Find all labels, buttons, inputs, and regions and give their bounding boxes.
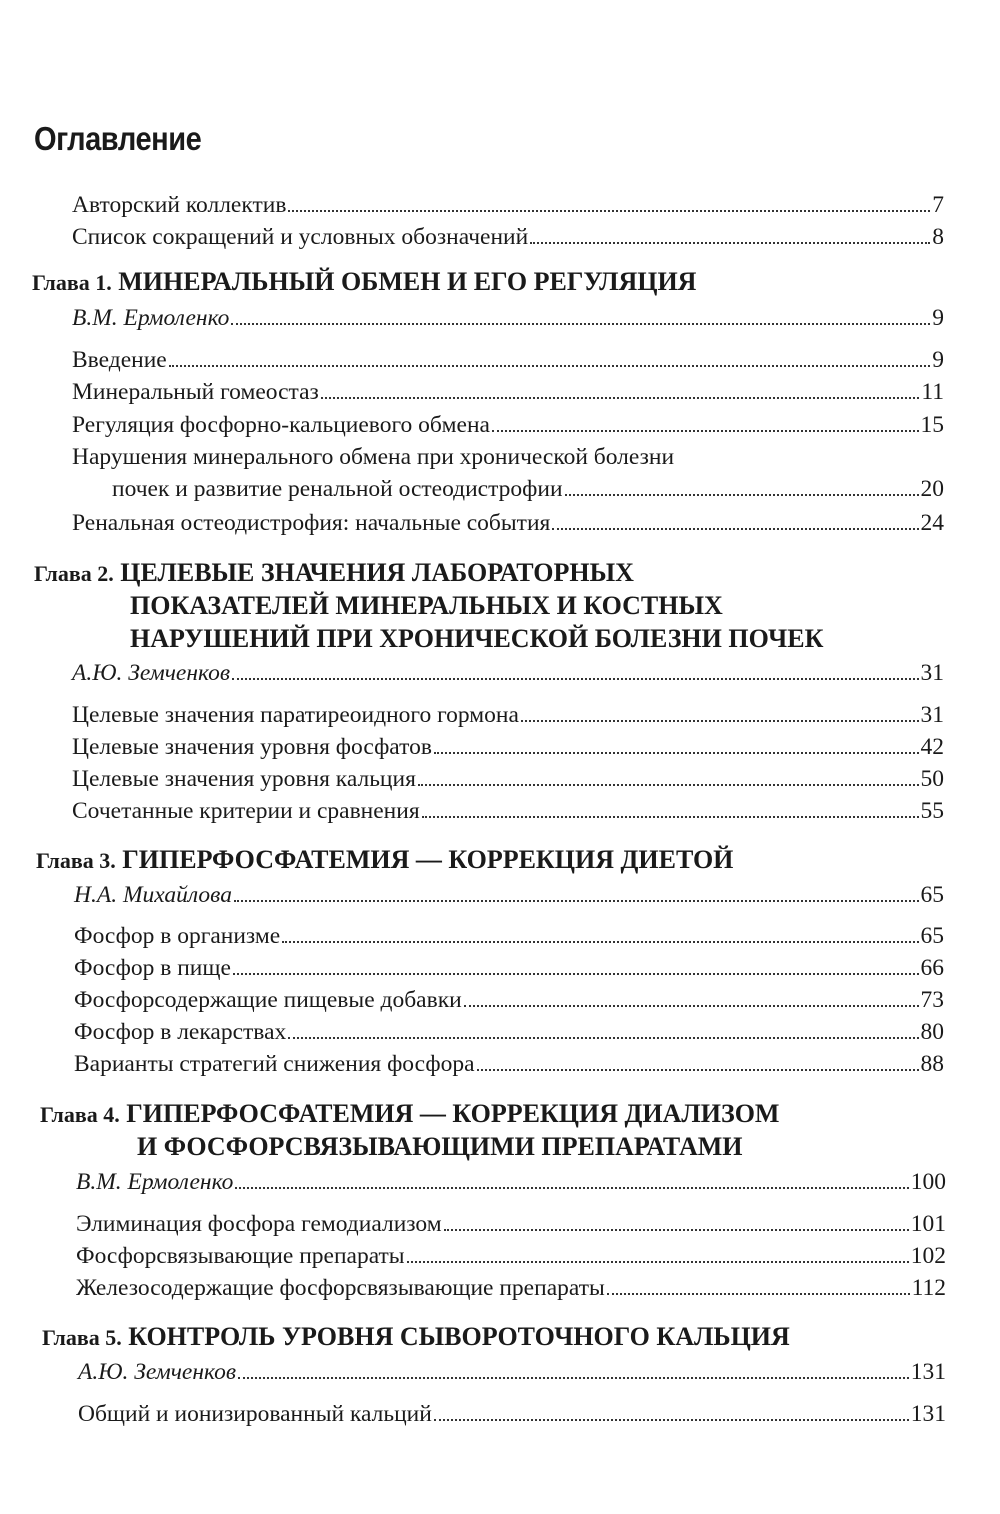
chapter-heading-5[interactable] (42, 1320, 790, 1355)
toc-page-number: 42 (920, 734, 944, 760)
leader-dots (521, 719, 919, 722)
leader-dots (407, 1260, 909, 1263)
toc-page-number: 80 (920, 1019, 944, 1045)
toc-entry-text: Элиминация фосфора гемодиализом (76, 1211, 442, 1237)
toc-entry-text: Сочетанные критерии и сравнения (72, 798, 420, 824)
chapter-title: МИНЕРАЛЬНЫЙ ОБМЕН И ЕГО РЕГУЛЯЦИЯ (118, 267, 697, 296)
chapter-heading-2[interactable] (34, 556, 634, 591)
toc-entry-authors[interactable] (72, 190, 944, 220)
toc-page-number: 31 (920, 660, 944, 686)
leader-dots (234, 899, 919, 902)
toc-entry[interactable] (76, 1209, 946, 1239)
toc-page-number: 9 (932, 347, 944, 373)
toc-page-number: 131 (910, 1359, 946, 1385)
toc-entry-continuation[interactable] (112, 474, 944, 504)
chapter-heading-3[interactable] (36, 843, 733, 878)
toc-entry[interactable] (78, 1399, 946, 1429)
toc-entry[interactable] (72, 764, 944, 794)
toc-entry-first-line[interactable]: Нарушения минерального обмена при хронической болезни (72, 444, 675, 470)
toc-page-number: 66 (920, 955, 944, 981)
toc-page-number: 9 (932, 305, 944, 331)
leader-dots (464, 1004, 919, 1007)
chapter-author[interactable] (72, 658, 944, 688)
toc-entry[interactable] (72, 700, 944, 730)
toc-entry-text: почек и развитие ренальной остеодистрофии (112, 476, 563, 502)
toc-entry-text: Целевые значения уровня кальция (72, 766, 416, 792)
toc-entry[interactable] (74, 1049, 944, 1079)
toc-entry[interactable] (74, 985, 944, 1015)
leader-dots (232, 677, 918, 680)
chapter-heading-1[interactable] (32, 265, 696, 300)
toc-entry[interactable] (74, 953, 944, 983)
toc-entry-text: Фосфор в организме (74, 923, 281, 949)
chapter-title-line: И ФОСФОРСВЯЗЫВАЮЩИМИ ПРЕПАРАТАМИ (137, 1132, 743, 1161)
author-name: В.М. Ермоленко (72, 305, 230, 331)
author-name: В.М. Ермоленко (76, 1169, 234, 1195)
toc-page-number: 100 (910, 1169, 946, 1195)
chapter-title: ЦЕЛЕВЫЕ ЗНАЧЕНИЯ ЛАБОРАТОРНЫХ (120, 558, 634, 587)
toc-page-number: 31 (920, 702, 944, 728)
toc-entry-text: Фосфорсодержащие пищевые добавки (74, 987, 462, 1013)
chapter-author[interactable] (78, 1357, 946, 1387)
chapter-label: Глава 3. (36, 848, 116, 873)
toc-page-number: 11 (921, 379, 944, 405)
chapter-author[interactable] (74, 880, 944, 910)
chapter-label: Глава 5. (42, 1325, 122, 1350)
leader-dots (422, 815, 919, 818)
toc-entry-text: Варианты стратегий снижения фосфора (74, 1051, 475, 1077)
leader-dots (282, 940, 918, 943)
leader-dots (231, 322, 930, 325)
toc-entry[interactable] (72, 732, 944, 762)
leader-dots (288, 209, 930, 212)
toc-entry[interactable] (74, 1017, 944, 1047)
chapter-author[interactable] (76, 1167, 946, 1197)
chapter-title-line: ПОКАЗАТЕЛЕЙ МИНЕРАЛЬНЫХ И КОСТНЫХ (130, 591, 723, 620)
toc-entry[interactable] (72, 796, 944, 826)
toc-page-number: 50 (920, 766, 944, 792)
leader-dots (321, 396, 920, 399)
toc-entry[interactable] (72, 345, 944, 375)
toc-page-number: 20 (920, 476, 944, 502)
leader-dots (434, 1418, 909, 1421)
leader-dots (233, 972, 919, 975)
toc-entry-text: Фосфор в лекарствах (74, 1019, 287, 1045)
toc-page-number: 73 (920, 987, 944, 1013)
page-title: Оглавление (34, 120, 202, 157)
leader-dots (418, 783, 919, 786)
toc-entry-text: Общий и ионизированный кальций (78, 1401, 432, 1427)
toc-entry-text: Список сокращений и условных обозначений (72, 224, 529, 250)
chapter-label: Глава 1. (32, 270, 112, 295)
toc-page-number: 24 (920, 510, 944, 536)
chapter-title: ГИПЕРФОСФАТЕМИЯ — КОРРЕКЦИЯ ДИЕТОЙ (122, 845, 734, 874)
leader-dots (288, 1036, 918, 1039)
toc-entry-text: Ренальная остеодистрофия: начальные события (72, 510, 551, 536)
toc-entry-text: Целевые значения паратиреоидного гормона (72, 702, 519, 728)
toc-entry[interactable] (76, 1273, 946, 1303)
chapter-title: КОНТРОЛЬ УРОВНЯ СЫВОРОТОЧНОГО КАЛЬЦИЯ (128, 1322, 790, 1351)
leader-dots (477, 1068, 919, 1071)
leader-dots (552, 527, 918, 530)
author-name: Н.А. Михайлова (74, 882, 232, 908)
toc-page-number: 55 (920, 798, 944, 824)
toc-entry[interactable] (72, 508, 944, 538)
toc-entry-abbreviations[interactable] (72, 222, 944, 252)
toc-page-number: 101 (910, 1211, 946, 1237)
toc-page-number: 131 (910, 1401, 946, 1427)
toc-entry[interactable] (72, 377, 944, 407)
leader-dots (530, 241, 930, 244)
toc-entry-text: Железосодержащие фосфорсвязывающие препараты (76, 1275, 605, 1301)
chapter-author[interactable] (72, 303, 944, 333)
toc-page-number: 65 (920, 882, 944, 908)
leader-dots (607, 1292, 910, 1295)
toc-entry-text: Фосфор в пище (74, 955, 231, 981)
chapter-heading-4[interactable] (40, 1097, 779, 1132)
toc-entry-text: Регуляция фосфорно-кальциевого обмена (72, 412, 490, 438)
chapter-label: Глава 4. (40, 1102, 120, 1127)
leader-dots (238, 1376, 909, 1379)
toc-page-number: 88 (920, 1051, 944, 1077)
toc-entry-text: Авторский коллектив (72, 192, 287, 218)
toc-entry-text: Введение (72, 347, 167, 373)
toc-entry-text: Минеральный гомеостаз (72, 379, 319, 405)
toc-page-number: 7 (932, 192, 944, 218)
toc-page-number: 102 (910, 1243, 946, 1269)
author-name: А.Ю. Земченков (78, 1359, 237, 1385)
toc-page-number: 8 (932, 224, 944, 250)
chapter-title: ГИПЕРФОСФАТЕМИЯ — КОРРЕКЦИЯ ДИАЛИЗОМ (126, 1099, 780, 1128)
toc-entry[interactable] (72, 410, 944, 440)
leader-dots (444, 1228, 909, 1231)
toc-entry-text: Целевые значения уровня фосфатов (72, 734, 432, 760)
leader-dots (565, 493, 919, 496)
toc-page-number: 112 (911, 1275, 946, 1301)
toc-entry[interactable] (74, 921, 944, 951)
leader-dots (492, 429, 919, 432)
leader-dots (169, 364, 931, 367)
toc-page-number: 15 (920, 412, 944, 438)
author-name: А.Ю. Земченков (72, 660, 231, 686)
toc-entry[interactable] (76, 1241, 946, 1271)
leader-dots (235, 1186, 908, 1189)
chapter-title-line: НАРУШЕНИЙ ПРИ ХРОНИЧЕСКОЙ БОЛЕЗНИ ПОЧЕК (130, 624, 824, 653)
chapter-label: Глава 2. (34, 561, 114, 586)
toc-page-number: 65 (920, 923, 944, 949)
toc-entry-text: Фосфорсвязывающие препараты (76, 1243, 405, 1269)
leader-dots (434, 751, 919, 754)
